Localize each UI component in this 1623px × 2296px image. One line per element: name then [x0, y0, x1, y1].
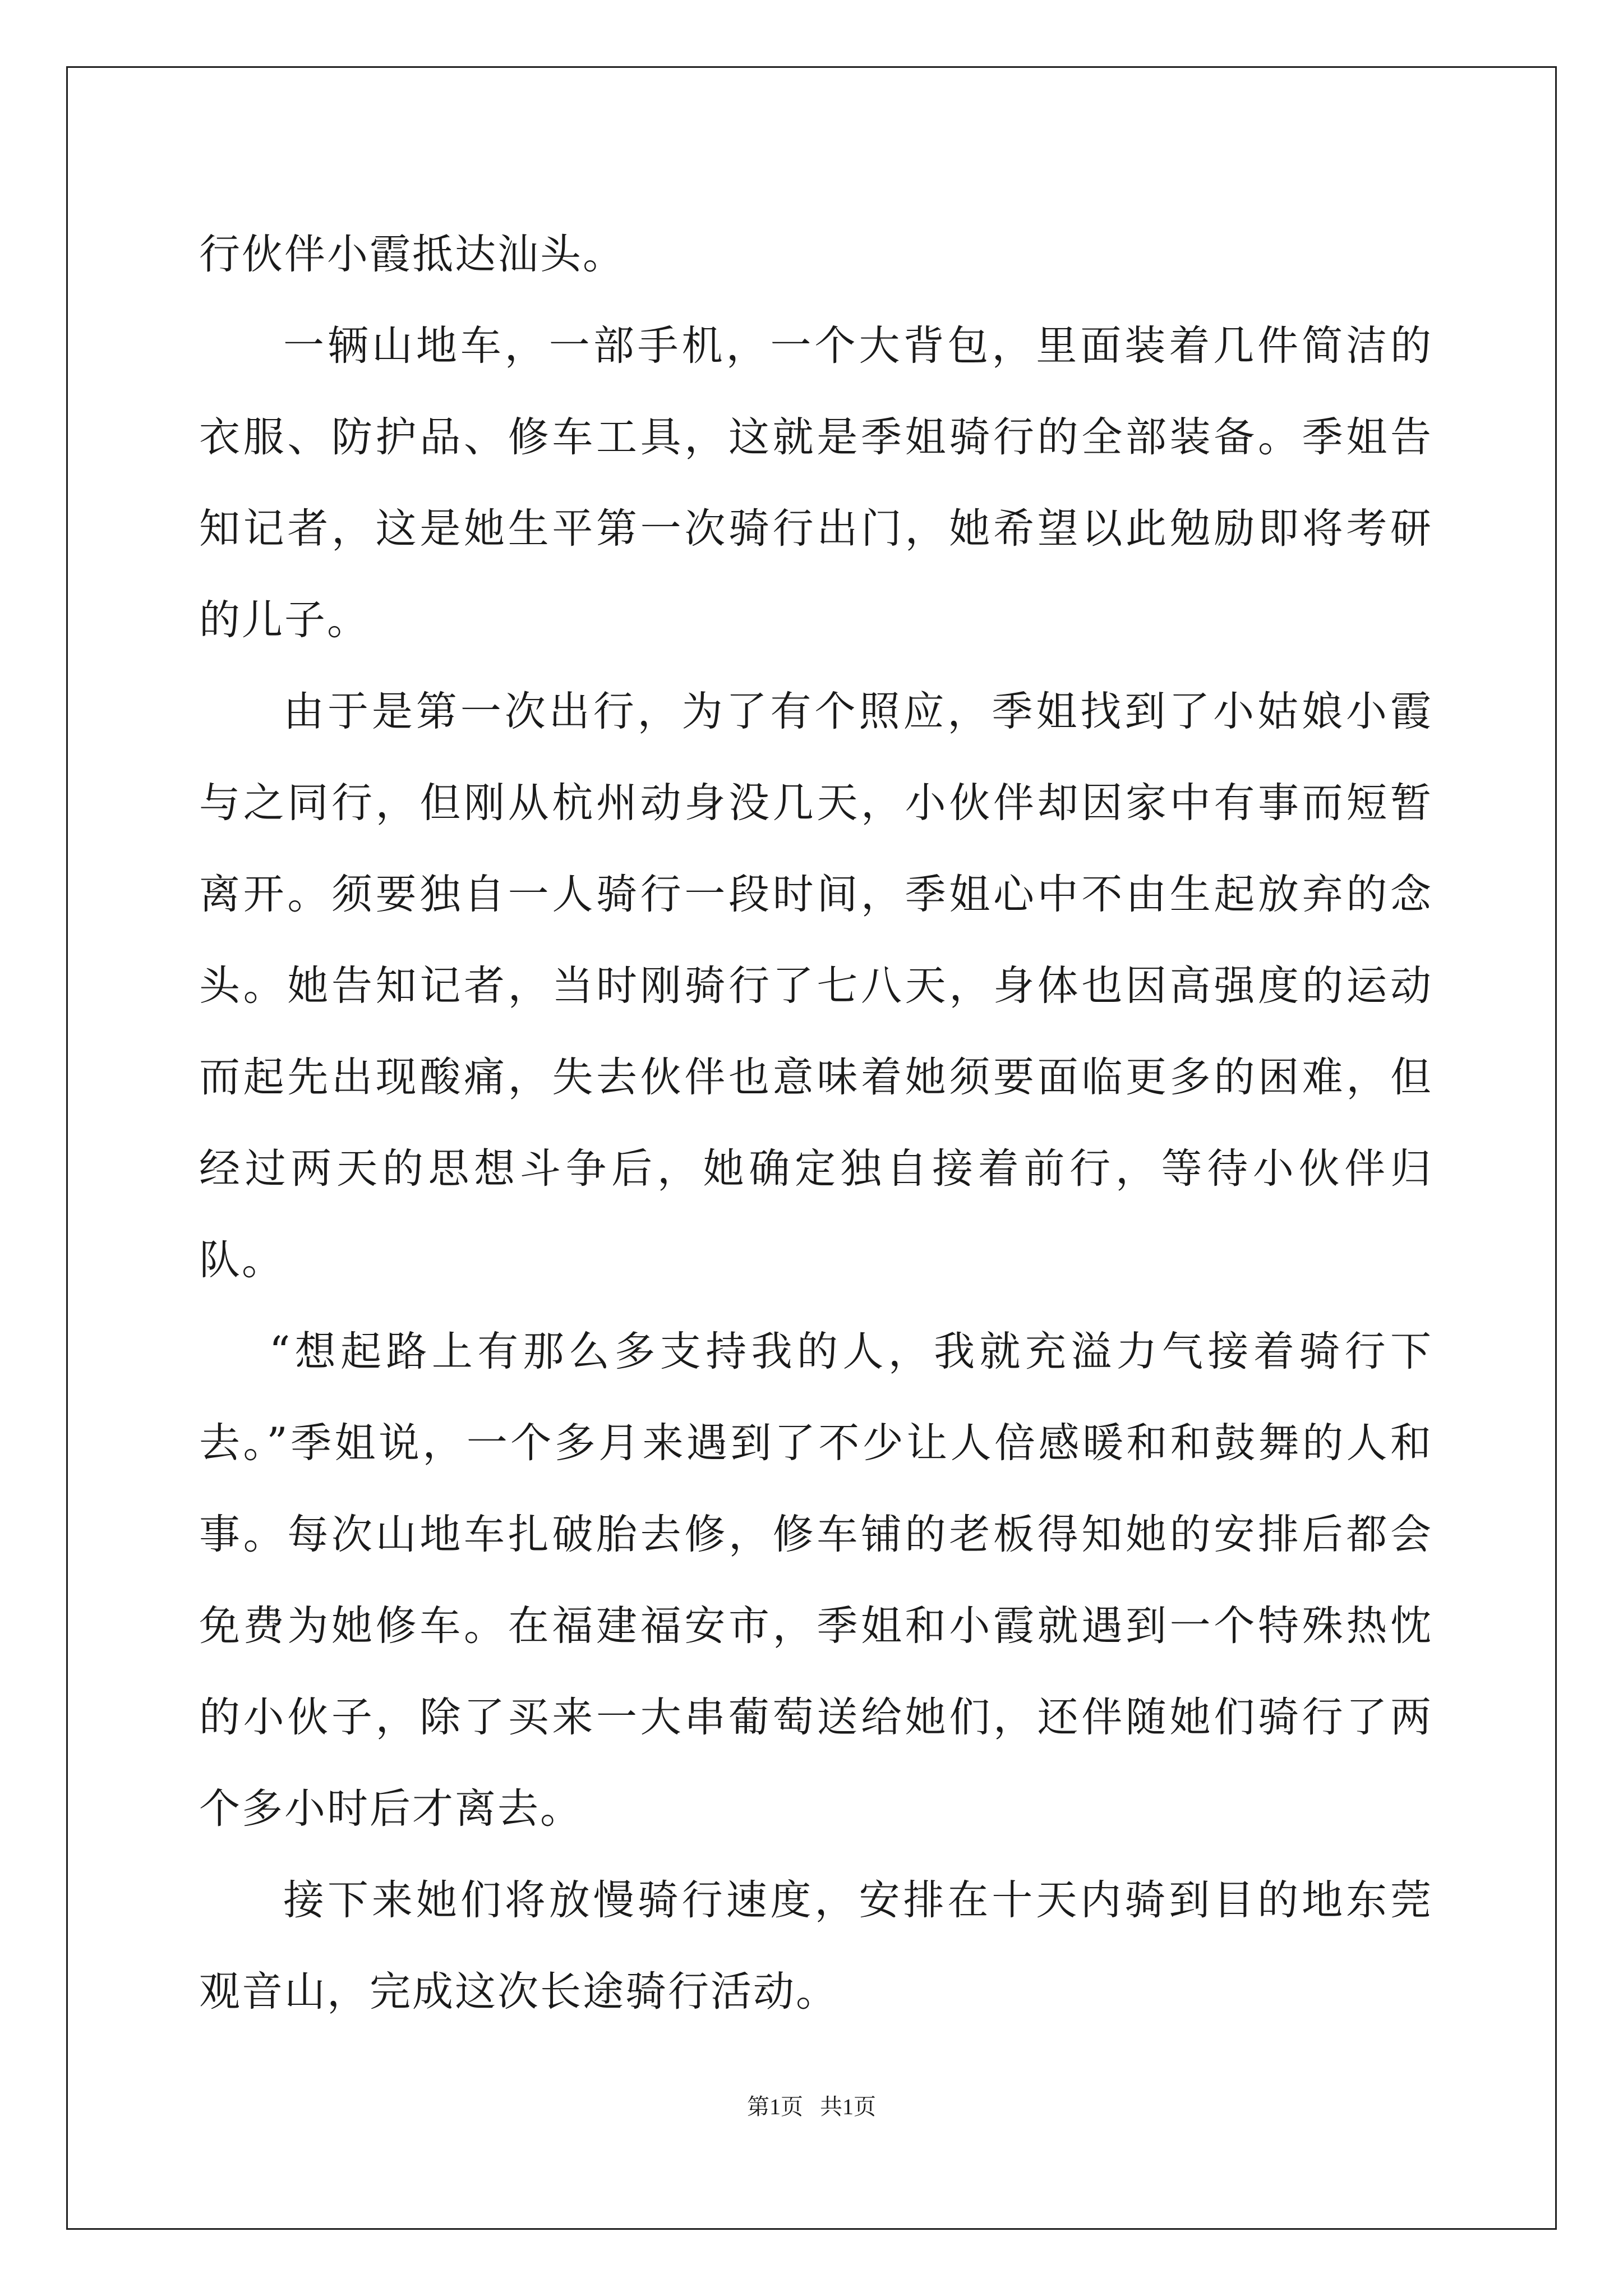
paragraph-next-plan: 接下来她们将放慢骑行速度，安排在十天内骑到目的地东莞观音山，完成这次长途骑行活动。 — [199, 1876, 1433, 2016]
page-number-footer: 第1页 共1页 — [747, 2094, 876, 2119]
document-body — [199, 209, 1433, 2037]
paragraph-support-quote: “想起路上有那么多支持我的人，我就充溢力气接着骑行下去。”季姐说，一个多月来遇到了不少让人倍感暖和和鼓舞的人和事。每次山地车扎破胎去修，修车铺的老板得知她的安排后都会免费为她修车。在福建福安市，季姐和小霞就遇到一个特殊热忱的小伙子，除了买来一大串葡萄送给她们，还伴随她们骑行了两个多小时后才离去。 — [199, 1328, 1433, 1833]
paragraph-equipment: 一辆山地车，一部手机，一个大背包，里面装着几件简洁的衣服、防护品、修车工具，这就是季姐骑行的全部装备。季姐告知记者，这是她生平第一次骑行出门，她希望以此勉励即将考研的儿子。 — [199, 322, 1433, 644]
paragraph-first-trip: 由于是第一次出行，为了有个照应，季姐找到了小姑娘小霞与之同行，但刚从杭州动身没几天，小伙伴却因家中有事而短暂离开。须要独自一人骑行一段时间，季姐心中不由生起放弃的念头。她告知记者，当时刚骑行了七八天，身体也因高强度的运动而起先出现酸痛，失去伙伴也意味着她须要面临更多的困难，但经过两天的思想斗争后，她确定独自接着前行，等待小伙伴归队。 — [199, 688, 1433, 1284]
paragraph-continuation: 行伙伴小霞抵达汕头。 — [199, 231, 625, 278]
